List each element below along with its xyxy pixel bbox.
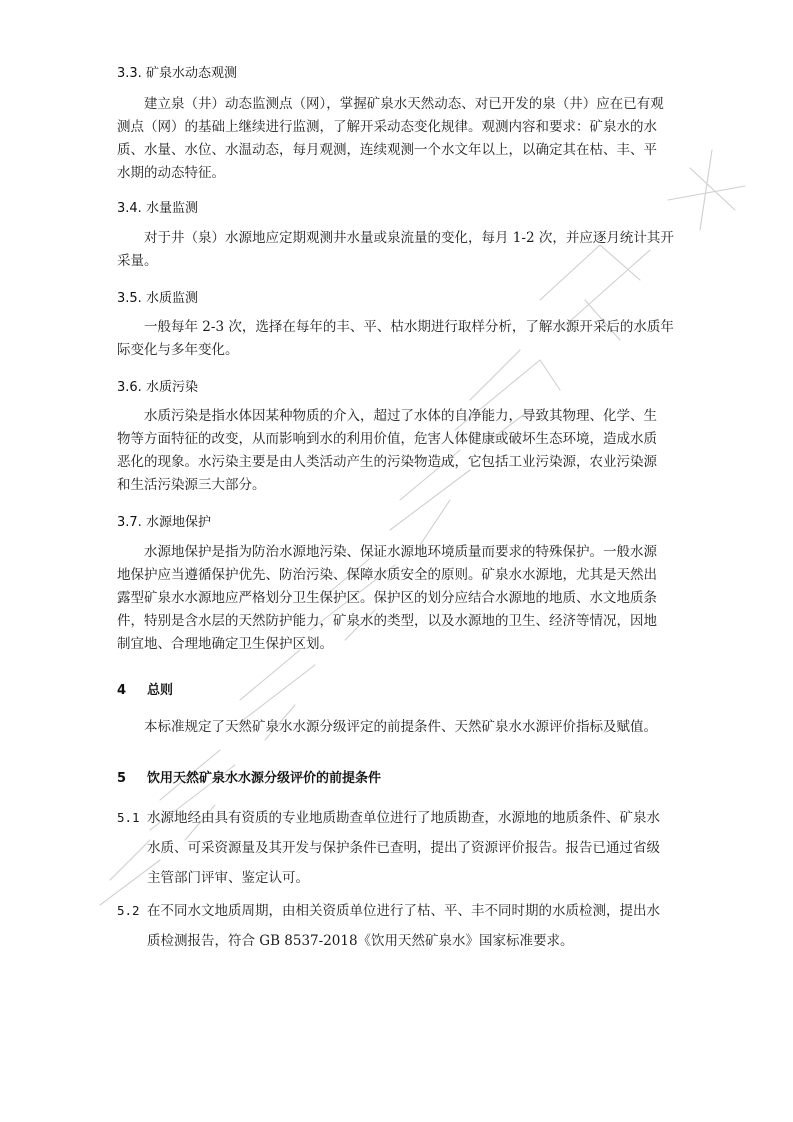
section-body-3-5 [117, 316, 685, 362]
text-line: 件，特别是含水层的天然防护能力，矿泉水的类型，以及水源地的卫生、经济等情况，因地 [117, 613, 657, 629]
text-line: 水源地保护是指为防治水源地污染、保证水源地环境质量而要求的特殊保护。一般水源 [144, 544, 657, 560]
text-line: 露型矿泉水水源地应严格划分卫生保护区。保护区的划分应结合水源地的地质、水文地质条 [117, 590, 657, 606]
section-body-3-4 [117, 227, 685, 273]
chapter-heading-4 [117, 682, 173, 700]
text-line: 制宜地、合理地确定卫生保护区划。 [117, 636, 333, 652]
section-heading-3-7: 3.7. 水源地保护 [117, 515, 211, 530]
chapter-number: 5 [117, 771, 127, 786]
text-line: 和生活污染源三大部分。 [117, 477, 266, 493]
text-line: 一般每年 2-3 次，选择在每年的丰、平、枯水期进行取样分析，了解水源开采后的水质年 [144, 319, 674, 335]
text-line: 水质污染是指水体因某种物质的介入，超过了水体的自净能力，导致其物理、化学、生 [144, 408, 657, 424]
section-heading-3-4: 3.4. 水量监测 [117, 201, 198, 216]
section-heading-3-5: 3.5. 水质监测 [117, 291, 198, 306]
text-line: 对于井（泉）水源地应定期观测井水量或泉流量的变化，每月 1-2 次，并应逐月统计其开 [144, 230, 674, 246]
clause-5-1 [117, 803, 692, 893]
clause-5-2 [117, 896, 692, 956]
section-heading-3-6: 3.6. 水质污染 [117, 380, 198, 395]
clause-number: 5.1 [117, 810, 140, 825]
text-line: 际变化与多年变化。 [117, 342, 239, 358]
text-line: 水期的动态特征。 [117, 165, 225, 181]
text-line: 在不同水文地质周期，由相关资质单位进行了枯、平、丰不同时期的水质检测，提出水 [147, 903, 660, 919]
text-line: 测点（网）的基础上继续进行监测，了解开采动态变化规律。观测内容和要求：矿泉水的水 [117, 119, 657, 135]
text-line: 建立泉（井）动态监测点（网），掌握矿泉水天然动态、对已开发的泉（井）应在已有观 [144, 96, 664, 112]
text-line: 水源地经由具有资质的专业地质勘查单位进行了地质勘查，水源地的地质条件、矿泉水 [147, 810, 660, 826]
chapter-number: 4 [117, 683, 127, 698]
text-line: 恶化的现象。水污染主要是由人类活动产生的污染物造成，它包括工业污染源，农业污染源 [117, 454, 657, 470]
section-body-3-3 [117, 93, 685, 185]
chapter-body-4 [117, 716, 685, 739]
text-line: 主管部门评审、鉴定认可。 [147, 870, 309, 886]
text-line: 本标准规定了天然矿泉水水源分级评定的前提条件、天然矿泉水水源评价指标及赋值。 [144, 719, 657, 735]
section-body-3-7 [117, 541, 685, 656]
section-body-3-6 [117, 405, 685, 497]
chapter-heading-5 [117, 770, 381, 788]
text-line: 质、水量、水位、水温动态，每月观测，连续观测一个水文年以上，以确定其在枯、丰、平 [117, 142, 657, 158]
text-line: 采量。 [117, 253, 158, 269]
clause-number: 5.2 [117, 903, 140, 918]
text-line: 质检测报告，符合 GB 8537-2018《饮用天然矿泉水》国家标准要求。 [147, 933, 574, 949]
text-line: 水质、可采资源量及其开发与保护条件已查明，提出了资源评价报告。报告已通过省级 [147, 840, 660, 856]
chapter-title: 总则 [147, 683, 174, 698]
chapter-title: 饮用天然矿泉水水源分级评价的前提条件 [147, 771, 382, 786]
text-line: 物等方面特征的改变，从而影响到水的利用价值，危害人体健康或破坏生态环境，造成水质 [117, 431, 657, 447]
section-heading-3-3: 3.3. 矿泉水动态观测 [117, 66, 237, 81]
text-line: 地保护应当遵循保护优先、防治污染、保障水质安全的原则。矿泉水水源地，尤其是天然出 [117, 567, 657, 583]
